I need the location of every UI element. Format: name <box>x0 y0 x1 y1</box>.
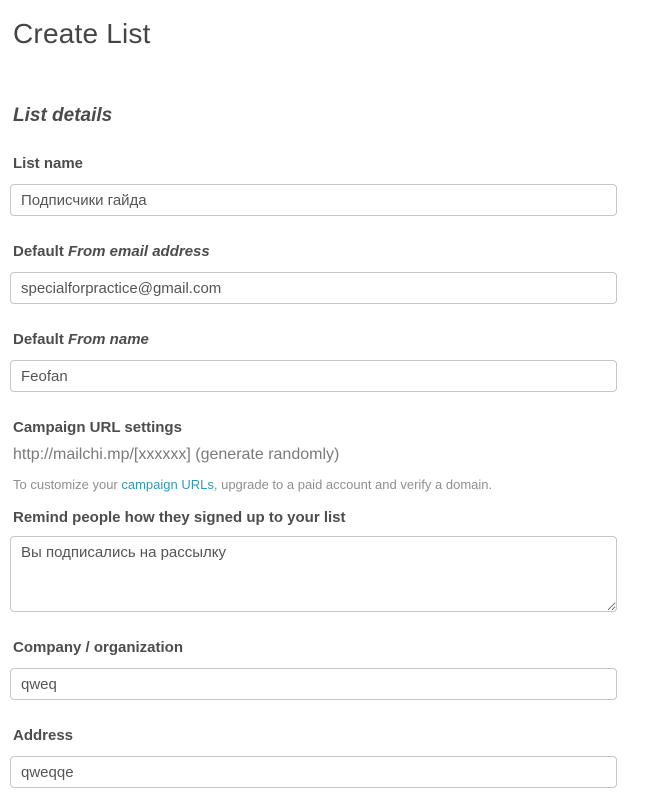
from-name-input[interactable] <box>10 360 617 392</box>
page-title: Create List <box>13 18 151 49</box>
field-group-address <box>10 726 657 788</box>
campaign-url-example-text: http://mailchi.mp/[xxxxxx] (generate randomly) <box>13 446 340 463</box>
helper-text-suffix: , upgrade to a paid account and verify a domain. <box>213 477 493 492</box>
field-group-from-email <box>10 242 657 304</box>
from-name-label <box>13 330 657 350</box>
company-input[interactable] <box>10 668 617 700</box>
field-group-signup-reminder <box>10 508 657 612</box>
field-group-company <box>10 638 657 700</box>
field-group-list-name <box>10 154 657 216</box>
signup-reminder-textarea[interactable] <box>10 536 617 612</box>
list-name-input[interactable] <box>10 184 617 216</box>
create-list-page <box>0 16 657 788</box>
company-label: Company / organization <box>13 639 184 656</box>
campaign-urls-link[interactable]: campaign URLs <box>121 477 214 492</box>
campaign-url-settings-label: Campaign URL settings <box>13 419 182 436</box>
signup-reminder-label: Remind people how they signed up to your list <box>13 509 346 526</box>
helper-text-prefix: To customize your <box>13 477 122 492</box>
address-input[interactable] <box>10 756 617 788</box>
field-group-from-name <box>10 330 657 392</box>
from-email-input[interactable] <box>10 272 617 304</box>
from-email-label-regular: Default <box>13 243 69 260</box>
section-heading-list-details: List details <box>13 105 113 126</box>
list-name-label: List name <box>13 155 84 172</box>
campaign-url-helper-text <box>13 476 657 494</box>
field-group-campaign-url <box>10 418 657 494</box>
from-name-label-italic: From name <box>68 331 149 348</box>
address-label: Address <box>13 727 74 744</box>
from-name-label-regular: Default <box>13 331 69 348</box>
from-email-label <box>13 242 657 262</box>
from-email-label-italic: From email address <box>68 243 210 260</box>
